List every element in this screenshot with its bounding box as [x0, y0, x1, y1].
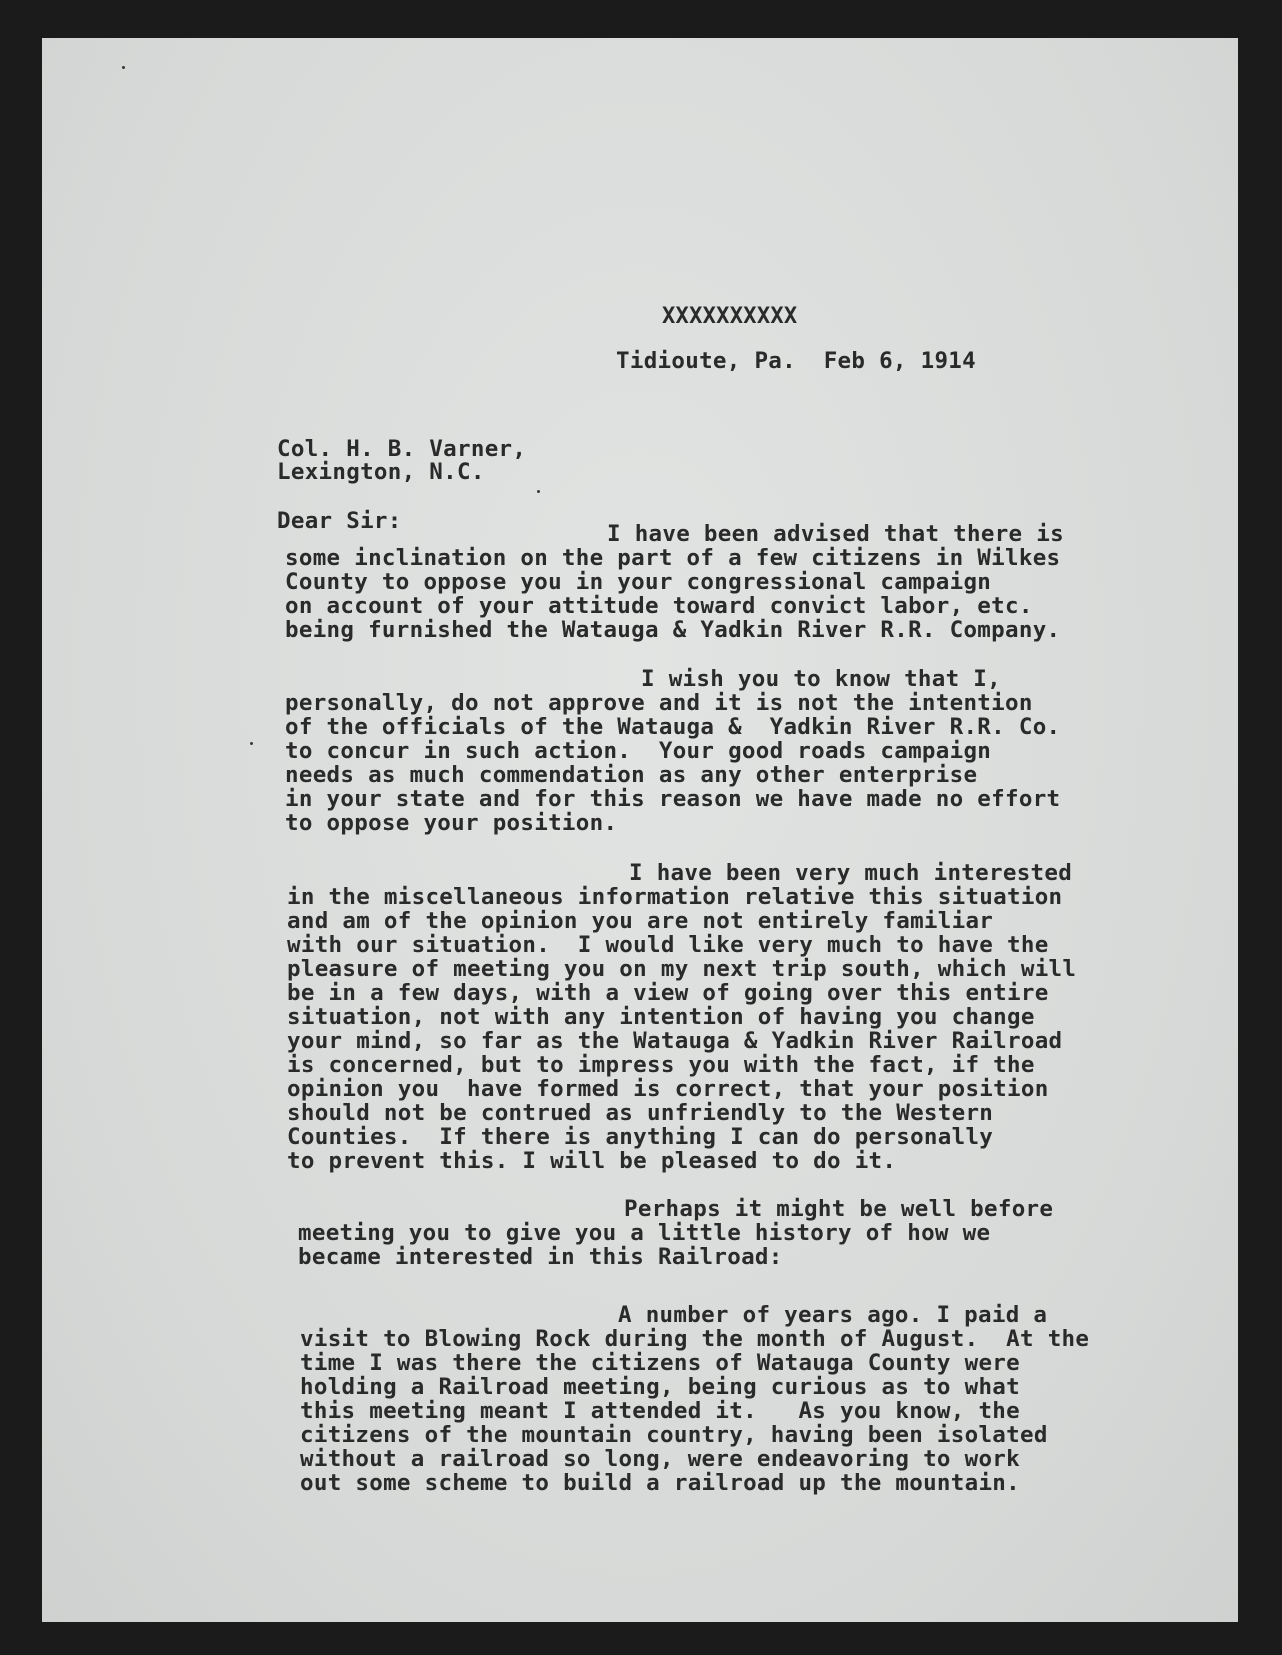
- paragraph-line: pleasure of meeting you on my next trip south, which will: [287, 956, 1077, 982]
- paragraph-line: personally, do not approve and it is not the intention: [285, 690, 1033, 716]
- paragraph-line: Counties. If there is anything I can do personally: [287, 1124, 994, 1150]
- paper-speck: [537, 490, 540, 493]
- paragraph-line: out some scheme to build a railroad up the mountain.: [300, 1470, 1020, 1496]
- paragraph-line: A number of years ago. I paid a: [618, 1302, 1048, 1328]
- paragraph-line: of the officials of the Watauga & Yadkin River R.R. Co.: [285, 714, 1061, 740]
- paragraph-line: in your state and for this reason we have made no effort: [285, 786, 1061, 812]
- paragraph-line: holding a Railroad meeting, being curious as to what: [300, 1374, 1020, 1400]
- place-date: Tidioute, Pa. Feb 6, 1914: [616, 348, 976, 374]
- paragraph-line: to oppose your position.: [285, 810, 618, 836]
- letter-page: [42, 38, 1238, 1622]
- paragraph-line: to concur in such action. Your good roads campaign: [285, 738, 992, 764]
- paragraph-line: I wish you to know that I,: [641, 666, 1001, 692]
- paragraph-line: in the miscellaneous information relative this situation: [287, 884, 1063, 910]
- paragraph-line: and am of the opinion you are not entirely familiar: [287, 908, 994, 934]
- salutation: Dear Sir:: [277, 508, 402, 534]
- paragraph-line: I have been advised that there is: [607, 521, 1064, 547]
- paper-speck: [122, 66, 125, 69]
- paragraph-line: being furnished the Watauga & Yadkin River R.R. Company.: [285, 617, 1061, 643]
- paragraph-line: became interested in this Railroad:: [298, 1244, 783, 1270]
- paragraph-line: be in a few days, with a view of going over this entire: [287, 980, 1049, 1006]
- header-mark: XXXXXXXXXX: [662, 304, 798, 329]
- paragraph-line: opinion you have formed is correct, that your position: [287, 1076, 1049, 1102]
- paragraph-line: some inclination on the part of a few citizens in Wilkes: [285, 545, 1061, 571]
- paragraph-line: without a railroad so long, were endeavoring to work: [300, 1446, 1020, 1472]
- recipient-address: Lexington, N.C.: [277, 459, 485, 485]
- paragraph-line: should not be contrued as unfriendly to the Western: [287, 1100, 994, 1126]
- paragraph-line: time I was there the citizens of Watauga County were: [300, 1350, 1020, 1376]
- paper-speck: [250, 742, 253, 745]
- paragraph-line: County to oppose you in your congressional campaign: [285, 569, 992, 595]
- paragraph-line: this meeting meant I attended it. As you know, the: [300, 1398, 1020, 1424]
- paragraph-line: visit to Blowing Rock during the month of August. At the: [300, 1326, 1090, 1352]
- paragraph-line: situation, not with any intention of having you change: [287, 1004, 1035, 1030]
- paragraph-line: is concerned, but to impress you with the fact, if the: [287, 1052, 1035, 1078]
- paragraph-line: meeting you to give you a little history of how we: [298, 1220, 991, 1246]
- paragraph-line: with our situation. I would like very much to have the: [287, 932, 1049, 958]
- recipient-name: Col. H. B. Varner,: [277, 436, 527, 462]
- paragraph-line: I have been very much interested: [629, 860, 1073, 886]
- paragraph-line: Perhaps it might be well before: [624, 1196, 1054, 1222]
- paragraph-line: citizens of the mountain country, having been isolated: [300, 1422, 1048, 1448]
- paragraph-line: your mind, so far as the Watauga & Yadkin River Railroad: [287, 1028, 1063, 1054]
- paragraph-line: needs as much commendation as any other enterprise: [285, 762, 978, 788]
- paragraph-line: to prevent this. I will be pleased to do it.: [287, 1148, 897, 1174]
- paragraph-line: on account of your attitude toward convict labor, etc.: [285, 593, 1033, 619]
